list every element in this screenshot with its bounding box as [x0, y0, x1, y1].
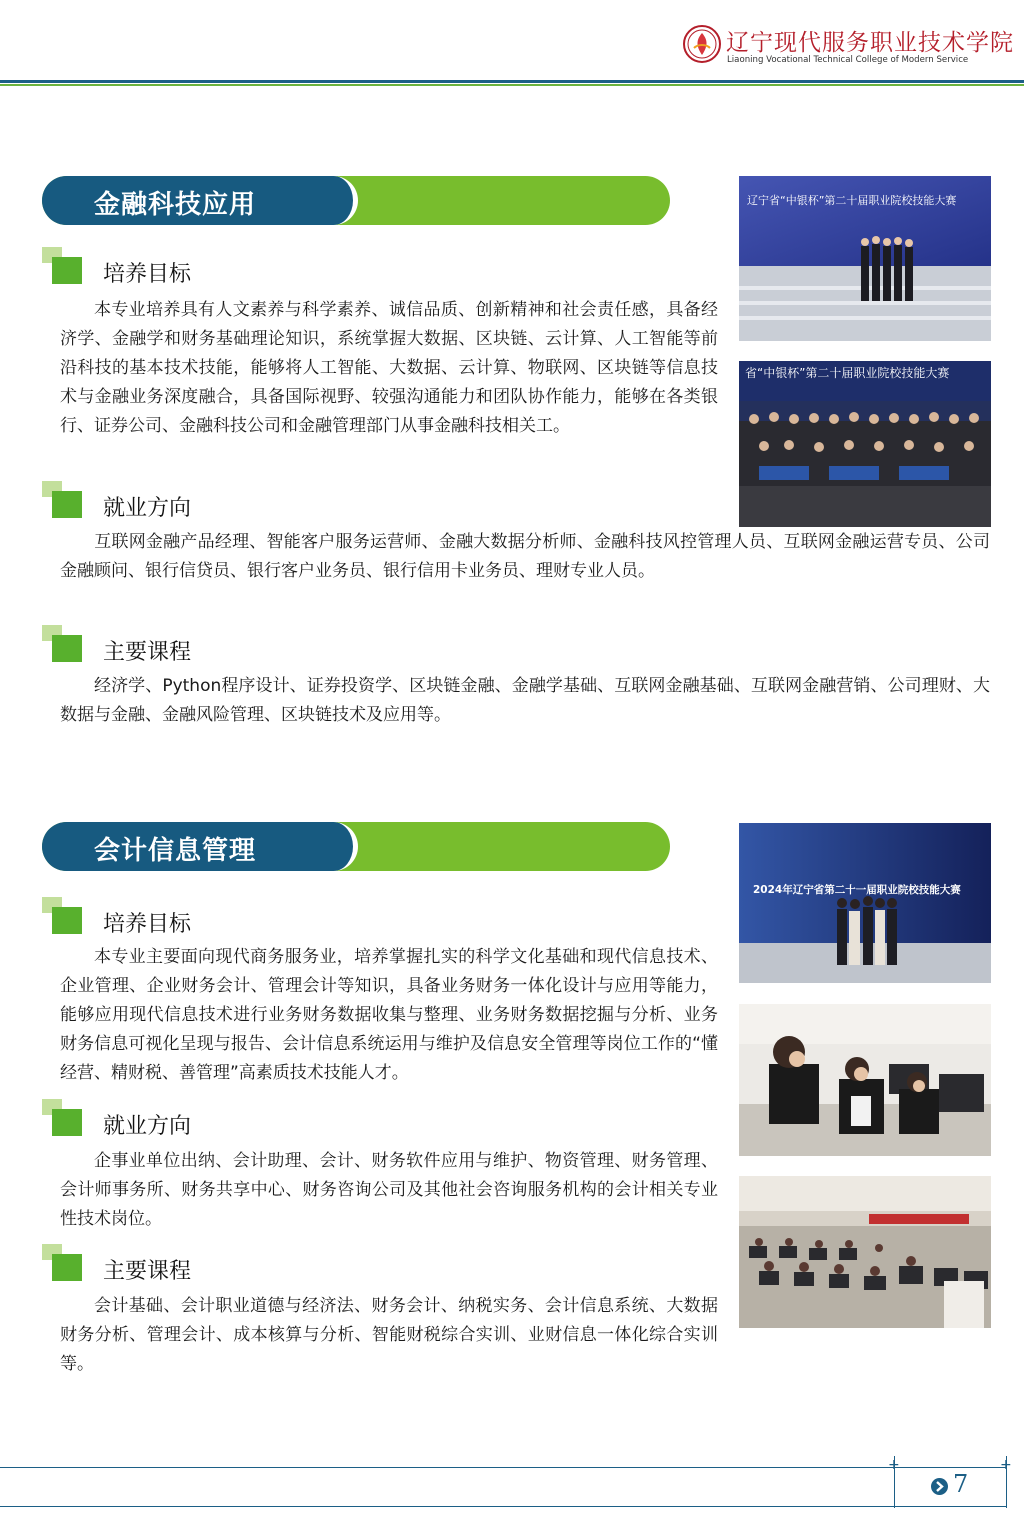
goal-paragraph: 本专业培养具有人文素养与科学素养、诚信品质、创新精神和社会责任感，具备经济学、金融学和财务基础理论知识，系统掌握大数据、区块链、云计算、人工智能等前沿科技的基本技术技能，能够将人工智能、大数据、云计算、物联网、区块链等信息技术与金融业务深度融合，具备国际视野、较强沟通能力和团队协作能力，能够在各类银行、证券公司、金融科技公司和金融管理部门从事金融科技相关工。: [60, 300, 718, 436]
footer-cross-icon: +: [1000, 1457, 1012, 1473]
footer-line-top: [0, 1467, 1006, 1468]
photo-competition-team: [739, 176, 991, 341]
photo-banner-text: 省“中银杯”第二十届职业院校技能大赛: [745, 366, 950, 380]
school-seal-icon: [682, 24, 722, 64]
subheading-text: 就业方向: [103, 496, 192, 521]
section-title: 会计信息管理: [94, 836, 257, 866]
courses-paragraph: 经济学、Python程序设计、证券投资学、区块链金融、金融学基础、互联网金融基础、互联网金融营销、公司理财、大数据与金融、金融风险管理、区块链技术及应用等。: [60, 676, 990, 725]
jobs-paragraph: 企事业单位出纳、会计助理、会计、财务软件应用与维护、物资管理、财务管理、会计师事务所、财务共享中心、财务咨询公司及其他社会咨询服务机构的会计相关专业性技术岗位。: [60, 1151, 718, 1229]
photo-competition-group: [739, 361, 991, 527]
header-divider-accent: [0, 84, 1024, 86]
photo-banner-text: 2024年辽宁省第二十一届职业院校技能大赛: [753, 884, 961, 896]
school-logo: [682, 22, 1017, 72]
photo-banner-text: 辽宁省“中银杯”第二十届职业院校技能大赛: [747, 194, 957, 207]
photo-accounting-lab: [739, 1004, 991, 1156]
jobs-paragraph: 互联网金融产品经理、智能客户服务运营师、金融大数据分析师、金融科技风控管理人员、互联网金融运营专员、公司金融顾问、银行信贷员、银行客户业务员、银行信用卡业务员、理财专业人员。: [60, 532, 990, 581]
subheading-text: 主要课程: [103, 1259, 192, 1284]
page-number: 7: [953, 1470, 969, 1498]
school-name-cn: 辽宁现代服务职业技术学院: [726, 30, 1014, 56]
photo-accounting-competition: [739, 823, 991, 983]
footer-line-bottom: [0, 1506, 1006, 1507]
header-divider: [0, 80, 1024, 83]
footer-cross-icon: +: [888, 1457, 900, 1473]
page-arrow-icon: [931, 1478, 948, 1495]
subheading-text: 培养目标: [103, 262, 192, 287]
section-title-bar-accounting: [42, 822, 670, 871]
subheading-text: 主要课程: [103, 640, 192, 665]
courses-paragraph: 会计基础、会计职业道德与经济法、财务会计、纳税实务、会计信息系统、大数据财务分析、管理会计、成本核算与分析、智能财税综合实训、业财信息一体化综合实训等。: [60, 1296, 718, 1374]
goal-paragraph: 本专业主要面向现代商务服务业，培养掌握扎实的科学文化基础和现代信息技术、企业管理、企业财务会计、管理会计等知识，具备业务财务一体化设计与应用等能力，能够应用现代信息技术进行业务财务数据收集与整理、业务财务数据挖掘与分析、业务财务信息可视化呈现与报告、会计信息系统运用与维护及信息安全管理等岗位工作的“懂经营、精财税、善管理”高素质技术技能人才。: [60, 947, 718, 1083]
school-name-en: Liaoning Vocational Technical College of Modern Service: [727, 55, 969, 65]
subheading-text: 培养目标: [103, 912, 192, 937]
section-title-bar-fintech: [42, 176, 670, 225]
subheading-text: 就业方向: [103, 1114, 192, 1139]
photo-accounting-classroom: [739, 1176, 991, 1328]
section-title: 金融科技应用: [94, 190, 257, 220]
